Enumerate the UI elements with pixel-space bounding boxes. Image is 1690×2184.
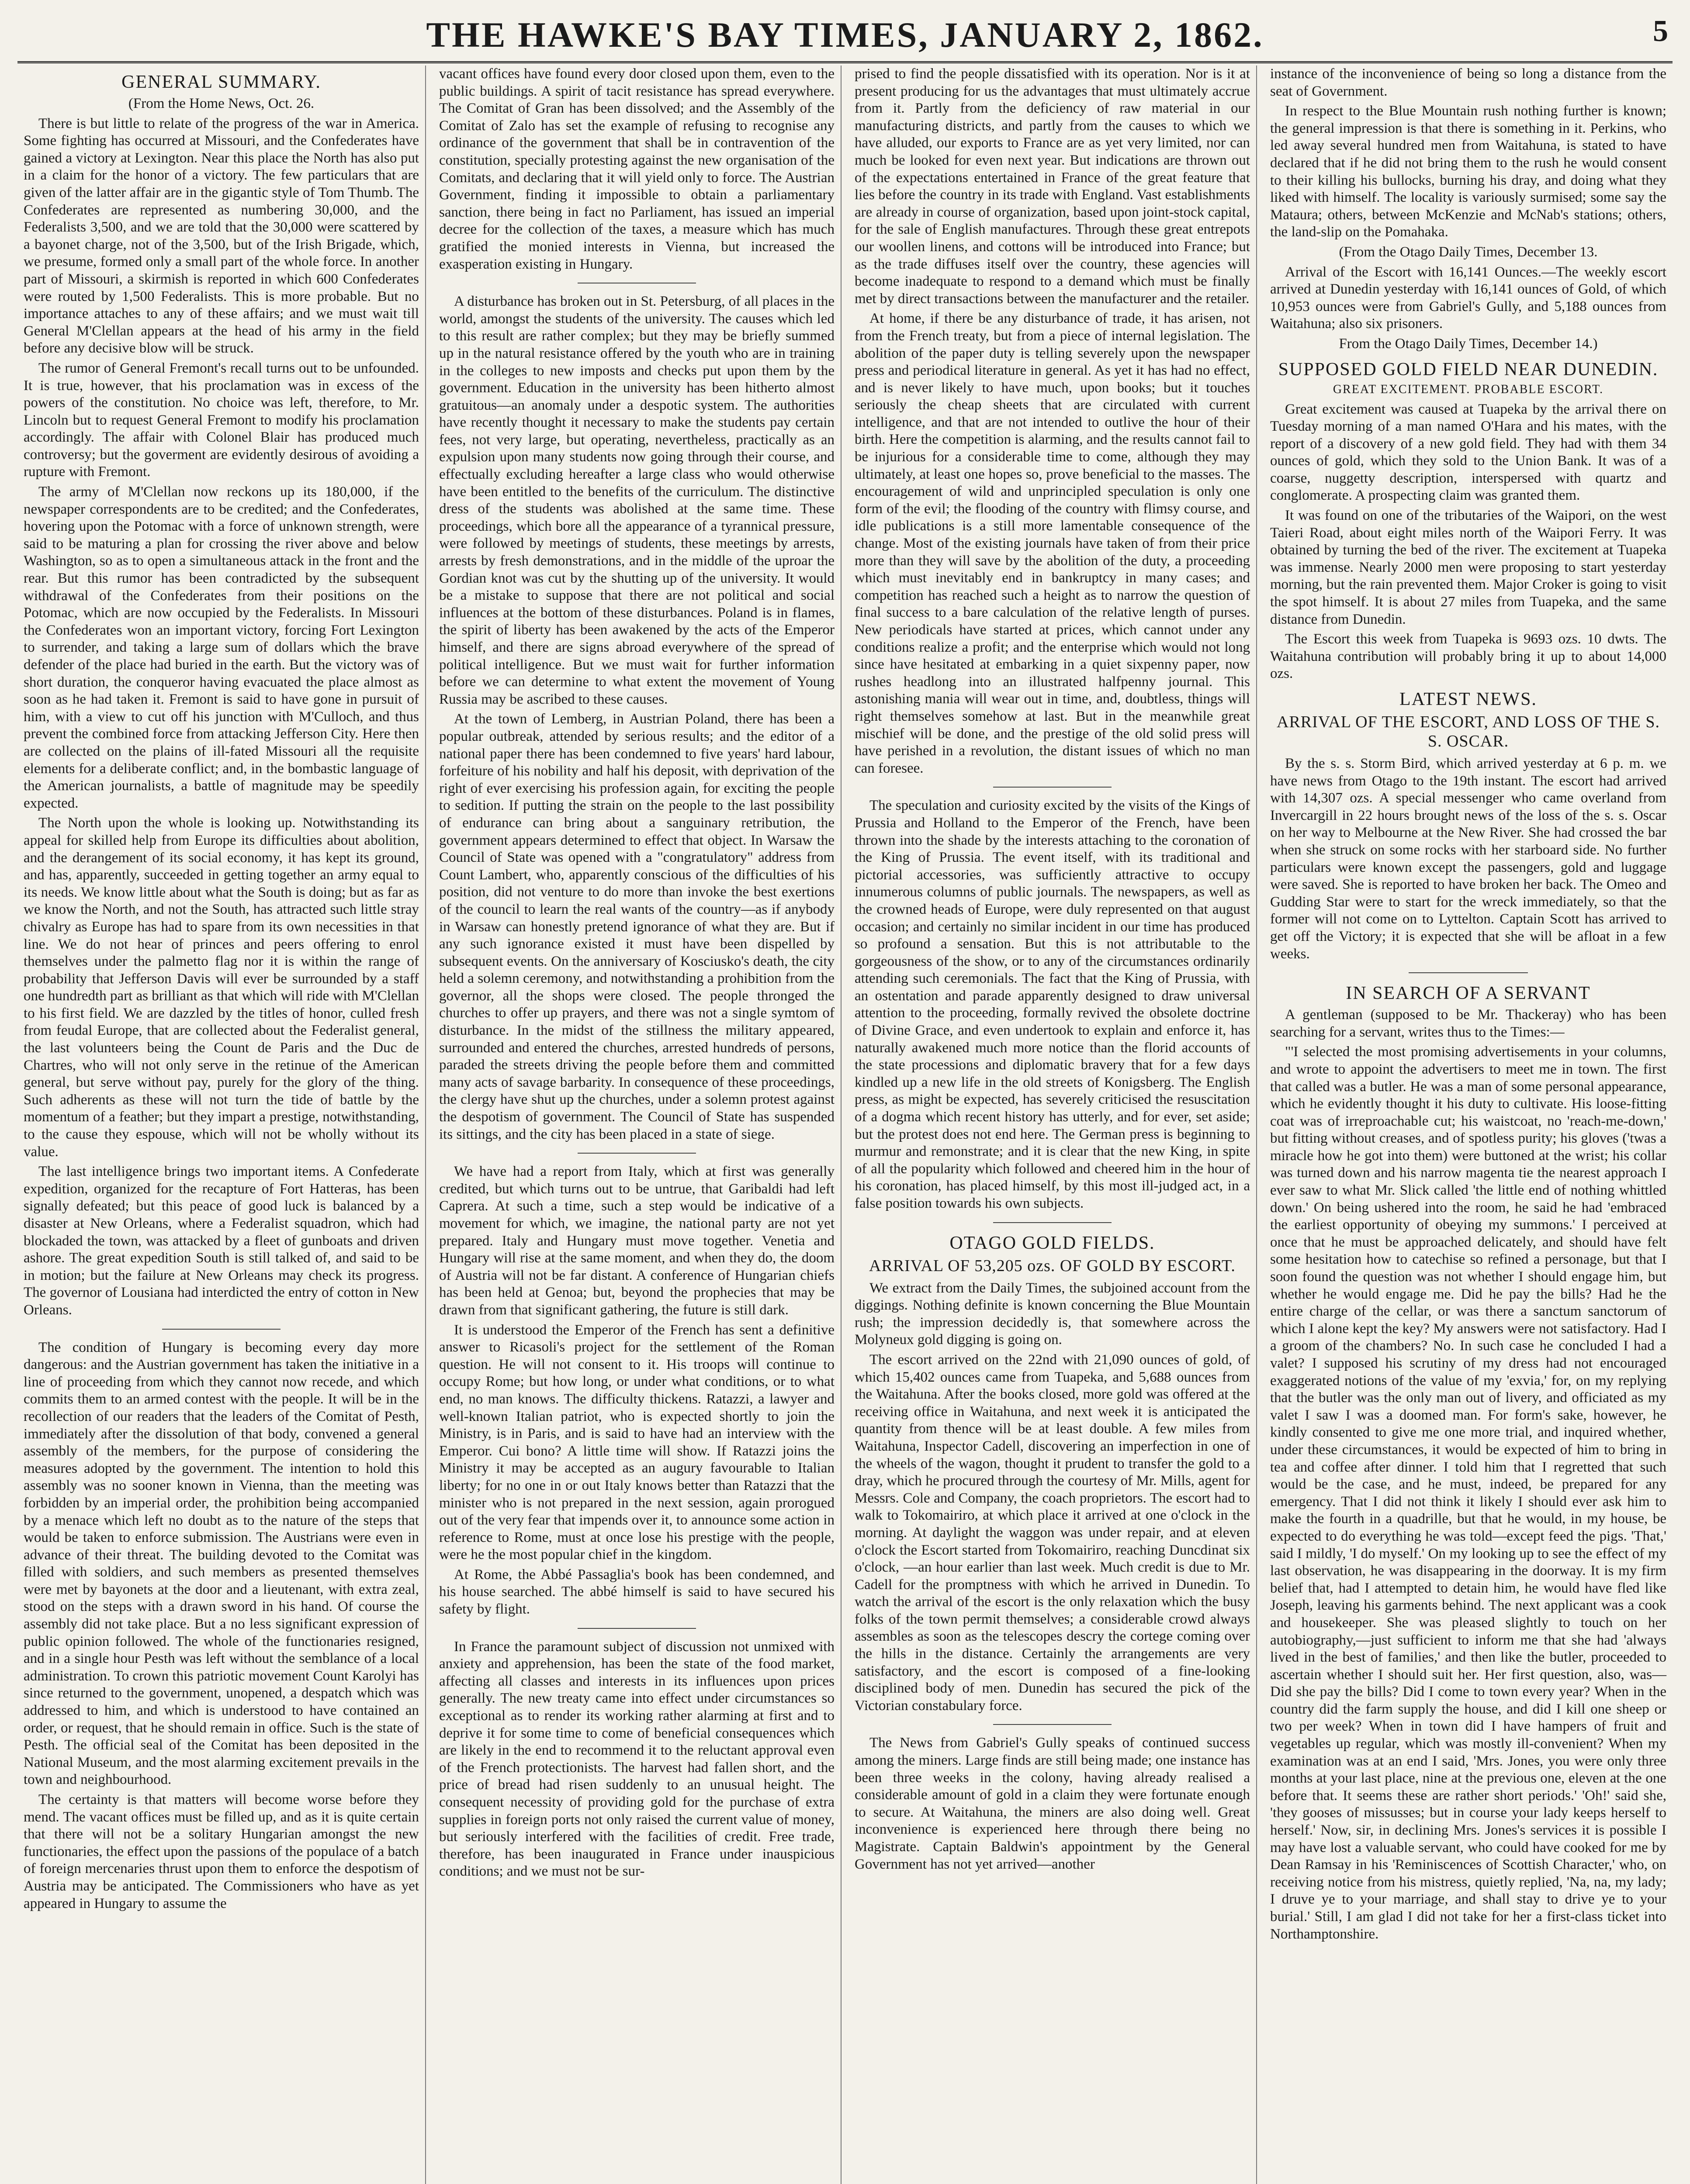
paragraph: The News from Gabriel's Gully speaks of continued success among the miners. Large finds are still being made; one instance has been three weeks in the colony, having already realised a considerable amount of gold in a claim they were fortunate enough to secure. At Waitahuna, the miners are also doing well. Great inconvenience is experienced here through there being no Magistrate. Captain Baldwin's appointment by the General Government has not yet arrived—another [855,1735,1250,1872]
masthead-title: THE HAWKE'S BAY TIMES, JANUARY 2, 1862. [426,15,1264,55]
paragraph: The last intelligence brings two important items. A Confederate expedition, organized for the recapture of Fort Hatteras, has been signally defeated; but this peace of good luck is balanced by a disaster at New Orleans, where a Federalist squadron, which had blockaded the town, was attacked by a fleet of gunboats and driven ashore. The great expedition South is still talked of, and said to be in motion; but the failure at New Orleans may check its progress. The governor of Lousiana had interdicted the entry of cotton in New Orleans. [24,1164,419,1318]
paragraph: There is but little to relate of the progress of the war in America. Some fighting has occurred at Missouri, and the Confederates have gained a victory at Lexington. Near this place the North has also put in a claim for the honor of a victory. The few particulars that are given of the latter affair are in the gigantic style of Tom Thumb. The Confederates are represented as numbering 30,000, and the Federalists 3,500, and we are told that the 30,000 were scattered by a bayonet charge, not of the 3,500, but of the Irish Brigade, which, we presume, formed only a small part of the whole force. In another part of Missouri, a skirmish is reported in which 600 Confederates were routed by 1,500 Federalists. This is more probable. But no importance attaches to any of these affairs; and we must wait till General M'Clellan appears at the head of his army in the field before any decisive blow will be struck. [24,115,419,356]
paragraph: The escort arrived on the 22nd with 21,090 ounces of gold, of which 15,402 ounces came from Tuapeka, and 5,688 ounces from the Waitahuna. After the books closed, more gold was offered at the receiving office in Waitahuna, and next week it is anticipated the quantity from thence will be at least double. A few miles from Waitahuna, Inspector Cadell, discovering an imperfection in one of the wheels of the wagon, thought it prudent to transfer the gold to a dray, which he procured through the courtesy of Mr. Mills, agent for Messrs. Cole and Company, the coach proprietors. The escort had to walk to Tokomairiro, at which place it arrived at one o'clock in the morning. At daylight the waggon was under repair, and at eleven o'clock the Escort started from Tokomairiro, reaching Duncdinat six o'clock, —an hour earlier than last week. Much credit is due to Mr. Cadell for the promptness with which he arrived in Dunedin. To watch the arrival of the escort is the only relaxation which the busy folks of the town permit themselves; a considerable crowd always assembles as soon as the telescopes descry the cortege coming over the hills in the distance. Certainly the arrangements are very satisfactory, and the escort is composed of a fine-looking disciplined body of men. Dunedin has secured the pick of the Victorian constabulary force. [855,1351,1250,1714]
paragraph: It is understood the Emperor of the French has sent a definitive answer to Ricasoli's project for the settlement of the Roman question. He will not consent to it. His troops will continue to occupy Rome; but how long, or under what conditions, or to what end, no man knows. The difficulty thickens. Ratazzi, a lawyer and well-known Italian patriot, who is expected shortly to join the Ministry, is in Paris, and is said to have had an interview with the Emperor. Cui bono? A little time will show. If Ratazzi joins the Ministry it may be accepted as an augury favourable to Italian liberty; for no one in or out Italy knows better than Ratazzi that the minister who is not prepared in the next session, again prorogued out of the very fear that impends over it, to announce some action in reference to Rome, must at once lose his prestige with the people, were he the most popular chief in the kingdom. [439,1322,835,1563]
heading-general-summary: GENERAL SUMMARY. [121,72,321,92]
divider [993,1724,1112,1725]
subheading-arrival-of-gold: ARRIVAL OF 53,205 ozs. OF GOLD BY ESCORT. [869,1256,1236,1275]
paragraph: The speculation and curiosity excited by the visits of the Kings of Prussia and Holland to the Emperor of the French, have been thrown into the shade by the interests attaching to the coronation of the King of Prussia. The event itself, with its traditional and pictorial accessories, was sufficiently attractive to occupy innumerous columns of public journals. The newspapers, as well as the crowned heads of Europe, were duly represented on that august occasion; and certainly no similar incident in our time has produced so profound a sensation. But this is not attributable to the gorgeousness of the show, or to any of the circumstances ordinarily attending such ceremonials. The fact that the King of Prussia, with an ostentation and parade apparently designed to draw universal attention to the proceeding, formally revived the obsolete doctrine of Divine Grace, and even undertook to explain and enforce it, has naturally awakened much more notice than the florid accounts of the state processions and diplomatic bravery that for a few days kindled up a new life in the old streets of Konigsberg. The English press, as might be expected, has severely criticised the resuscitation of a dogma which recent history has utterly, and for ever, set aside; but the protest does not end here. The German press is beginning to murmur and remonstrate; and it is clear that the new King, in spite of all the popularity which followed and cheered him in the hour of his coronation, has placed himself, by this most ill-judged act, in a false position towards his own subjects. [855,798,1250,1211]
page-number: 5 [1653,14,1668,48]
paragraph: The rumor of General Fremont's recall turns out to be unfounded. It is true, however, that his proclamation was in excess of the powers of the constitution. No choice was left, therefore, to Mr. Lincoln but to request General Fremont to modify his proclamation accordingly. The affair with Colonel Blair has produced much controversy; but the goverment are evidently desirous of avoiding a rupture with Fremont. [24,360,419,480]
paragraph: instance of the inconvenience of being so long a distance from the seat of Government. [1270,66,1666,99]
divider [993,787,1112,788]
paragraph: The army of M'Clellan now reckons up its 180,000, if the newspaper correspondents are to be credited; and the Confederates, hovering upon the Potomac with a force of unknown strength, were said to be maturing a plan for crossing the river above and below Washington, so as to open a simultaneous attack in the front and the rear. But this rumor has been contradicted by the subsequent withdrawal of the Confederates from their positions on the Potomac, which are now occupied by the Federalists. In Missouri the Confederates won an important victory, forcing Fort Lexington to surrender, and taking a large sum of dollars which the brave defender of the place had buried in the earth. But the victory was of short duration, the conqueror having evacuated the place almost as soon as he had taken it. Fremont is said to have gone in pursuit of him, with a view to cut off his junction with M'Culloch, and thus prevent the combined force from attacking Jefferson City. Here then are collected on the plains of ill-fated Missouri all the requisite elements for a deliberate conflict; and, in the bombastic language of the American journalists, a battle of magnitude may be speedily expected. [24,484,419,811]
subheading-arrival-of-escort: ARRIVAL OF THE ESCORT, AND LOSS OF THE S. S. OSCAR. [1277,713,1660,750]
paragraph: prised to find the people dissatisfied with its operation. Nor is it at present producing for us the advantages that must ultimately accrue from it. Partly from the deficiency of raw material in our manufacturing districts, and partly from the causes to which we have alluded, our exports to France are as yet very limited, nor can much be looked for even next year. But indications are thrown out of the expectations entertained in France of the great feature that lies before the country in its trade with England. Vast establishments are already in course of organization, based upon joint-stock capital, for the sale of English manufactures. Through these great entrepots our woollen linens, and cottons will be introduced into France; but as the trade diffuses itself over the country, these agencies will become inadequate to respond to a demand which must be finally met by direct transactions between the manufacturer and the retailer. [855,66,1250,307]
divider [578,1153,696,1154]
columns [17,66,1673,2184]
paragraph: The certainty is that matters will become worse before they mend. The vacant offices must be filled up, and as it is quite certain that there will not be a solitary Hungarian amongst the new functionaries, the effect upon the passions of the populace of a batch of foreign mercenaries thrust upon them to enforce the despotism of Austria may be anticipated. The Commissioners who have as yet appeared in Hungary to assume the [24,1792,419,1911]
paragraph: In France the paramount subject of discussion not unmixed with anxiety and apprehension, has been the state of the food market, affecting all classes and interests in its influences upon prices generally. The new treaty came into effect under circumstances so exceptional as to render its working rather alarming at first and to deprive it for some time to come of beneficial consequences which are likely in the end to recommend it to the reluctant approval even of the French protectionists. The harvest had fallen short, and the price of bread had risen suddenly to an unusual height. The consequent necessity of providing gold for the purchase of extra supplies in foreign ports not only raised the current value of money, but seriously interfered with the facilities of credit. Free trade, therefore, has been inaugurated in France under inauspicious conditions; and we must not be sur- [439,1638,835,1880]
paragraph: By the s. s. Storm Bird, which arrived yesterday at 6 p. m. we have news from Otago to the 19th instant. The escort had arrived with 14,307 ozs. A special messenger who came overland from Invercargill in 22 hours brought news of the loss of the s. s. Oscar on her way to Melbourne at the New River. She had crossed the bar when she struck on some rocks with her starboard side. No further particulars were known except the passengers, gold and luggage were saved. She is reported to have broken her back. The Omeo and Gudding Star were to start for the wreck immediately, so that the former will not come on to Lyttelton. Captain Scott has arrived to get off the Victory; it is expected that she will be afloat in a few weeks. [1270,756,1666,962]
column-2 [433,66,842,2184]
paragraph: A gentleman (supposed to be Mr. Thackeray) who has been searching for a servant, writes thus to the Times:— [1270,1007,1666,1040]
column-1 [17,66,426,2184]
source-line: (From the Home News, Oct. 26. [128,96,315,111]
paragraph: At Rome, the Abbé Passaglia's book has been condemned, and his house searched. The abbé himself is said to have secured his safety by flight. [439,1566,835,1617]
divider [993,1222,1112,1223]
paragraph: In respect to the Blue Mountain rush nothing further is known; the general impression is that there is something in it. Perkins, who led away several hundred men from Waitahuna, is stated to have declared that if he did not bring them to the rush he would consent to their killing his bullocks, burning his dray, and doing what they liked with himself. The locality is variously surmised; some say the Mataura; others, between McKenzie and McNab's stations; others, the land-slip on the Pomahaka. [1270,103,1666,240]
paragraph: A disturbance has broken out in St. Petersburg, of all places in the world, amongst the students of the university. The causes which led to this result are rather complex; but they may be briefly summed up in the natural resistance offered by the youth who are in training in the colleges to new imposts and checks put upon them by the government. Education in the university has been hitherto almost gratuitous—an anomaly under a despotic system. The authorities have recently thought it necessary to make the students pay certain fees, not very large, but operating, nevertheless, practically as an expulsion upon many students now going through their course, and effectually excluding hereafter a large class who would otherwise have been entitled to the benefits of the curriculum. The distinctive dress of the students was abolished at the same time. These proceedings, which bore all the appearance of a tyrannical pressure, were followed by meetings of students, these meetings by arrests, arrests by fresh demonstrations, and in the middle of the uproar the Gordian knot was cut by the shutting up of the university. It would be a mistake to suppose that there are not political and social influences at the bottom of these disturbances. Poland is in flames, the spirit of liberty has been awakened by the acts of the Emperor himself, and there are signs abroad everywhere of the spread of political intelligence. But we must wait for further information before we can determine to what extent the movement of Young Russia may be ascribed to these causes. [439,294,835,707]
divider [162,1329,281,1330]
paragraph: Great excitement was caused at Tuapeka by the arrival there on Tuesday morning of a man named O'Hara and his mates, with the report of a discovery of a new gold field. They had with them 34 ounces of gold, which they sold to the Union Bank. It was of a coarse, nuggetty description, interspersed with quartz and conglomerate. A prospecting claim was granted them. [1270,401,1666,504]
heading-latest-news: LATEST NEWS. [1399,689,1537,709]
divider [578,1628,696,1629]
paragraph: At home, if there be any disturbance of trade, it has arisen, not from the French treaty, but from a piece of internal legislation. The abolition of the paper duty is telling severely upon the newspaper press and periodical literature in general. As yet it has had no effect, and is never likely to have much, upon books; but it touches seriously the cheap sheets that are circulated with current intelligence, and that are not intended to outlive the hour of their birth. Here the competition is alarming, and the results cannot fail to be injurious for a considerable time to come, although they may ultimately, at least one hopes so, prove beneficial to the masses. The encouragement of wild and unprincipled speculation is only one form of the evil; the flooding of the country with flimsy course, and idle publications is a still more lamentable consequence of the change. Most of the existing journals have taken of from their price more than they will save by the abolition of the duty, a proceeding which must inevitably end in bankruptcy in many cases; and competition has reached such a height as to narrow the question of final success to a bare calculation of the relative length of purses. New periodicals have started at prices, which cannot under any conditions realize a profit; and the enterprise which would not long since have hesitated at embarking in a quiet sixpenny paper, now rushes headlong into an illustrated halfpenny journal. This astonishing mania will wear out in time, and, doubtless, things will right themselves somehow at last. But in the meanwhile great mischief will be done, and the prestige of the old solid press will have perished in a revolution, the distant issues of which no man can foresee. [855,311,1250,776]
paragraph: vacant offices have found every door closed upon them, even to the public buildings. A spirit of tacit resistance has spread everywhere. The Comitat of Gran has been dissolved; and the Assembly of the Comitat of Zalo has set the example of refusing to recognise any ordinance of the government that shall be in contravention of the constitution, specially protesting against the new organisation of the Comitats, and declaring that it will yield only to force. The Austrian Government, finding it impossible to obtain a parliamentary sanction, there being in fact no Parliament, has issued an imperial decree for the collection of the taxes, a measure which has much gratified the monied interests in Vienna, but increased the exasperation existing in Hungary. [439,66,835,272]
paragraph: The condition of Hungary is becoming every day more dangerous: and the Austrian government has taken the initiative in a line of proceeding from which they cannot now recede, and which commits them to an armed contest with the people. It will be in the recollection of our readers that the leaders of the Comitat of Pesth, immediately after the dissolution of that body, convened a general assembly of the members, for the purpose of considering the measures adopted by the government. The intention to hold this assembly was no sooner known in Vienna, than the meeting was forbidden by an imperial order, the prohibition being accompanied by a menace which left no doubt as to the nature of the steps that would be taken to enforce submission. The Austrians were even in advance of their threat. The building devoted to the Comitat was filled with soldiers, and such members as presented themselves were met by bayonets at the door and a lieutenant, with extra zeal, stood on the steps with a drawn sword in his hand. Of course the assembly did not take place. But a no less significant expression of public opinion followed. The whole of the functionaries resigned, and in a single hour Pesth was left without the semblance of a local administration. To crown this patriotic movement Count Karolyi has since returned to the government, unopened, a despatch which was addressed to him, and which is understood to have contained an order, or request, that he should remain in office. Such is the state of Pesth. The official seal of the Comitat has been deposited in the National Museum, and the most alarming excitement prevails in the town and neighbourhood. [24,1339,419,1788]
heading-supposed-gold-field: SUPPOSED GOLD FIELD NEAR DUNEDIN. [1278,359,1659,380]
paragraph: Arrival of the Escort with 16,141 Ounces.—The weekly escort arrived at Dunedin yesterday with 16,141 ounces of Gold, of which 10,953 ounces were from Gabriel's Gully, and 5,188 ounces from Waitahuna; also six prisoners. [1270,264,1666,332]
paragraph: It was found on one of the tributaries of the Waipori, on the west Taieri Road, about eight miles north of the Waipori Ferry. It was obtained by turning the bed of the river. The excitement at Tuapeka was immense. Nearly 2000 men were proposing to start yesterday morning, but the rain prevented them. Major Croker is going to visit the spot himself. It is about 27 miles from Tuapeka, and the same distance from Dunedin. [1270,508,1666,627]
dateline: From the Otago Daily Times, December 14.) [1339,335,1598,352]
paragraph: We have had a report from Italy, which at first was generally credited, but which turns out to be untrue, that Garibaldi had left Caprera. At such a time, such a step would be indicative of a movement for which, we imagine, the national party are not yet prepared. Italy and Hungary must move together. Venetia and Hungary will rise at the same moment, and when they do, the doom of Austria will not be far distant. A conference of Hungarian chiefs has been held at Genoa; but, beyond the prophecies that may be drawn from that significant gathering, the future is still dark. [439,1164,835,1318]
subheading-great-excitement: GREAT EXCITEMENT. PROBABLE ESCORT. [1333,382,1604,396]
divider [1409,972,1527,973]
paragraph: The Escort this week from Tuapeka is 9693 ozs. 10 dwts. The Waitahuna contribution will probably bring it up to about 14,000 ozs. [1270,631,1666,682]
masthead [17,9,1673,63]
paragraph: We extract from the Daily Times, the subjoined account from the diggings. Nothing definite is known concerning the Blue Mountain rush; the impression decidedly is, that somewhere across the Molyneux gold digging is going on. [855,1280,1250,1348]
heading-in-search-of-a-servant: IN SEARCH OF A SERVANT [1346,983,1591,1004]
paragraph: "'I selected the most promising advertisements in your columns, and wrote to appoint the advertisers to meet me in town. The first that called was a butler. He was a man of some personal appearance, which he evidently thought it his duty to cultivate. His loose-fitting coat was of irreproachable cut; his waistcoat, no 'reach-me-down,' but fitting without creases, and of spotless purity; his gloves ('twas a miracle how he got into them) were buttoned at the wrist; his collar was turned down and his narrow magenta tie the nearest approach I ever saw to what Mr. Slick called 'the little end of nothing whittled down.' On being ushered into the room, he said he had 'embraced the earliest opportunity of obeying my summons.' I perceived at once that he must be approached delicately, and should have felt some hesitation how to catechise so refined a personage, but that I soon found the question was not whether I should engage him, but whether he would engage me. Did he pay the bills? Had he the entire charge of the cellar, or was there a sanctum sanctorum of which I alone kept the key? My answers were not satisfactory. Had I a groom of the chambers? No. In such case he concluded I had a valet? I supposed his scrutiny of my dress had not encouraged exaggerated notions of the value of my 'exvia,' for, on my replying that the butler was the only man out of livery, and officiated as my valet I saw I was a doomed man. For form's sake, however, he kindly consented to give me one more trial, and inquired whether, under these circumstances, it would be expected of him to bring in tea and coffee after dinner. I told him that I regretted that such would be the case, and he must, indeed, be prepared for any emergency. That I did not think it likely I should ever ask him to make the fourth in a quadrille, but that he would, in my house, be expected to do everything he was told—except feed the pigs. 'That,' said I mildly, 'I do myself.' On my looking up to see the effect of my last observation, he was disappearing in the doorway. It is my firm belief that, had I attempted to detain him, he would have fled like Joseph, leaving his garments behind. The next applicant was a cook and housekeeper. She was pleased slightly to touch on her autobiography,—just sufficient to inform me that she had 'always lived in the best of families,' and then like the butler, proceeded to ascertain whether I should suit her. Her first question, also, was—Did she pay the bills? Did I come to town every year? When in the country did the farm supply the house, and did I kill one sheep or two per week? When in town did I have hampers of fruit and vegetables up regular, which was mostly ill-convenient? When my examination was at an end I said, 'Mrs. Jones, you were only three months at your last place, nine at the previous one, eleven at the one before that. It seems these are rather short periods.' 'Oh!' said she, 'they gooses of missusses; but in course your lady keeps herself to herself.' Now, sir, in declining Mrs. Jones's services it is possible I may have lost a valuable servant, who could have cooked for me by Dean Ramsay in his 'Reminiscences of Scottish Character,' who, on receiving notice from his mistress, quietly replied, 'Na, na, my lady; I druve ye to your marriage, and shall stay to drive ye to your burial.' Still, I am glad I did not take for her a first-class ticket into Northamptonshire. [1270,1044,1666,1942]
column-4 [1264,66,1673,2184]
dateline: (From the Otago Daily Times, December 13. [1339,244,1598,260]
column-3 [848,66,1257,2184]
paragraph: The North upon the whole is looking up. Notwithstanding its appeal for skilled help from Europe its difficulties about abolition, and the derangement of its social economy, it has kept its ground, and has, apparently, succeeded in getting together an army equal to its needs. We know little about what the South is doing; but as far as we know the North, and not the South, has attracted such little stray chivalry as Europe has had to spare from its own necessities in that line. We do not hear of princes and peers offering to enrol themselves under the palmetto flag nor it is within the range of probability that Jefferson Davis will ever be surrounded by a staff one hundredth part as brilliant as that which will ride with M'Clellan to his first field. We are dazzled by the titles of honor, culled fresh from feudal Europe, that are collected about the Federalist general, the last volunteers being the Count de Paris and the Duc de Chartres, who will not only serve in the retinue of the American general, but serve without pay, purely for the glory of the thing. Such adherents as these will not turn the tide of battle by the momentum of a feather; but they impart a prestige, notwithstanding, to the cause they espouse, which will not be wholly without its value. [24,815,419,1160]
heading-otago-gold-fields: OTAGO GOLD FIELDS. [949,1233,1155,1253]
paragraph: At the town of Lemberg, in Austrian Poland, there has been a popular outbreak, attended by serious results; and the editor of a national paper there has been condemned to five years' hard labour, forfeiture of his nobility and half his deposit, with deprivation of the right of ever exercising his profession again, for exciting the people to sedition. If putting the strain on the people to the last possibility of endurance can bring about a sanguinary retribution, the government appears determined to effect that object. In Warsaw the Council of State was opened with a "congratulatory" address from Count Lambert, who, apparently conscious of the difficulties of his position, did not venture to do more than invoke the best exertions of the council to learn the real wants of the country—as if anybody in Warsaw can honestly pretend ignorance of what they are. But if any such ignorance existed it must have been dispelled by subsequent events. On the anniversary of Kosciusko's death, the city held a solemn ceremony, and notwithstanding a prohibition from the governor, all the shops were closed. The people thronged the churches to offer up prayers, and there was not a single symtom of disturbance. In the midst of the stillness the military appeared, surrounded and entered the churches, arrested hundreds of persons, paraded the streets driving the people before them and committed many acts of savage barbarity. In consequence of these proceedings, the clergy have shut up the churches, under a solemn protest against the despotism of government. The Council of State has suspended its sittings, and the city has been placed in a state of siege. [439,711,835,1142]
